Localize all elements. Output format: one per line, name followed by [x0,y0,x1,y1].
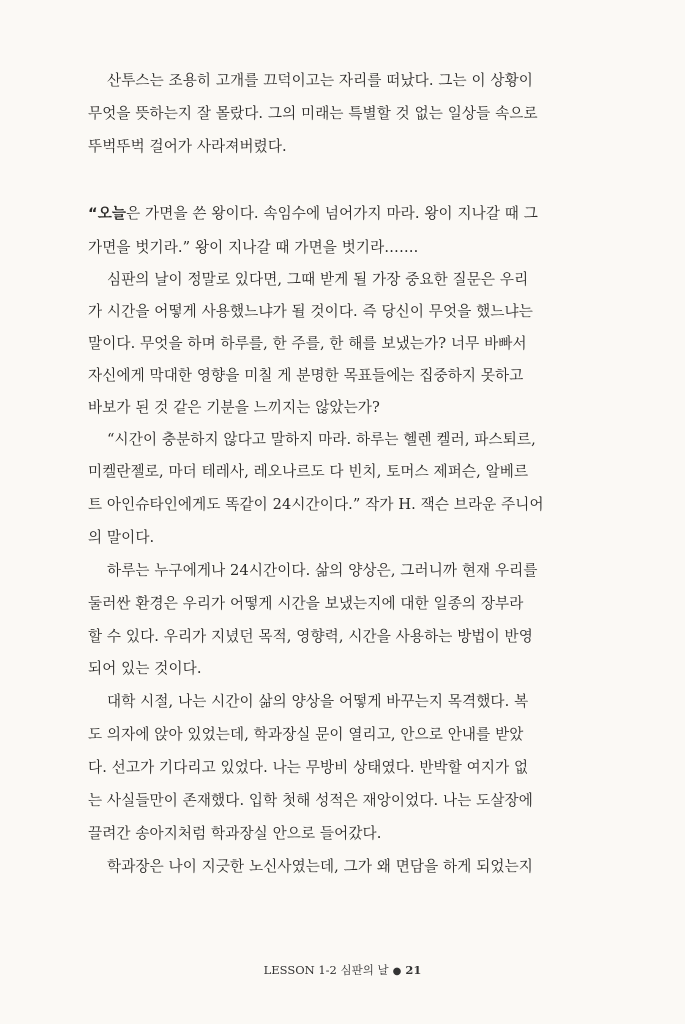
quote-line: 가면을 벗기라.” 왕이 지나갈 때 가면을 벗기라……. [88,239,419,256]
running-head: LESSON 1-2 심판의 날 [263,963,389,977]
page-footer [0,962,685,980]
text-line: 무엇을 뜻하는지 잘 몰랐다. 그의 미래는 특별할 것 없는 일상들 속으로 [88,105,538,122]
page-number: 21 [405,963,422,977]
footer-bullet: ● [392,966,402,977]
quote-text: 은 가면을 쓴 왕이다. 속임수에 넘어가지 마라. 왕이 지나갈 때 그 [126,205,538,222]
text-line: 할 수 있다. 우리가 지녔던 목적, 영향력, 시간을 사용하는 방법이 반영 [88,628,533,645]
text-line: 하루는 누구에게나 24시간이다. 삶의 양상은, 그러니까 현재 우리를 [107,562,538,579]
text-line: 가 시간을 어떻게 사용했느냐가 될 것이다. 즉 당신이 무엇을 했느냐는 [88,303,533,320]
text-line: 되어 있는 것이다. [88,660,202,677]
text-line: 자신에게 막대한 영향을 미칠 게 분명한 목표들에는 집중하지 못하고 [88,367,524,384]
text-line: “시간이 충분하지 않다고 말하지 마라. 하루는 헬렌 켈러, 파스퇴르, [107,431,536,448]
text-line: 뚜벅뚜벅 걸어가 사라져버렸다. [88,138,287,155]
text-line: 다. 선고가 기다리고 있었다. 나는 무방비 상태였다. 반박할 여지가 없 [88,759,529,776]
text-line: 끌려간 송아지처럼 학과장실 안으로 들어갔다. [88,825,382,842]
text-line: 의 말이다. [88,529,155,546]
text-line: 대학 시절, 나는 시간이 삶의 양상을 어떻게 바꾸는지 목격했다. 복 [107,693,529,710]
quote-line [88,204,602,224]
text-line: 학과장은 나이 지긋한 노신사였는데, 그가 왜 면담을 하게 되었는지 [107,858,533,875]
quote-open-mark: “ [88,205,98,222]
text-line: 미켈란젤로, 마더 테레사, 레오나르도 다 빈치, 토머스 제퍼슨, 알베르 [88,463,529,480]
text-line: 둘러싼 환경은 우리가 어떻게 시간을 보냈는지에 대한 일종의 장부라 [88,595,524,612]
text-line: 는 사실들만이 존재했다. 입학 첫해 성적은 재앙이었다. 나는 도살장에 [88,792,533,809]
text-line: 말이다. 무엇을 하며 하루를, 한 주를, 한 해를 보냈는가? 너무 바빠서 [88,335,527,352]
text-line: 심판의 날이 정말로 있다면, 그때 받게 될 가장 중요한 질문은 우리 [107,271,529,288]
text-line: 바보가 된 것 같은 기분을 느끼지는 않았는가? [88,399,380,416]
text-line: 트 아인슈타인에게도 똑같이 24시간이다.” 작가 H. 잭슨 브라운 주니어 [88,496,544,513]
text-line: 도 의자에 앉아 있었는데, 학과장실 문이 열리고, 안으로 안내를 받았 [88,726,524,743]
text-line: 산투스는 조용히 고개를 끄덕이고는 자리를 떠났다. 그는 이 상황이 [107,72,533,89]
quote-keyword: 오늘 [97,205,127,222]
